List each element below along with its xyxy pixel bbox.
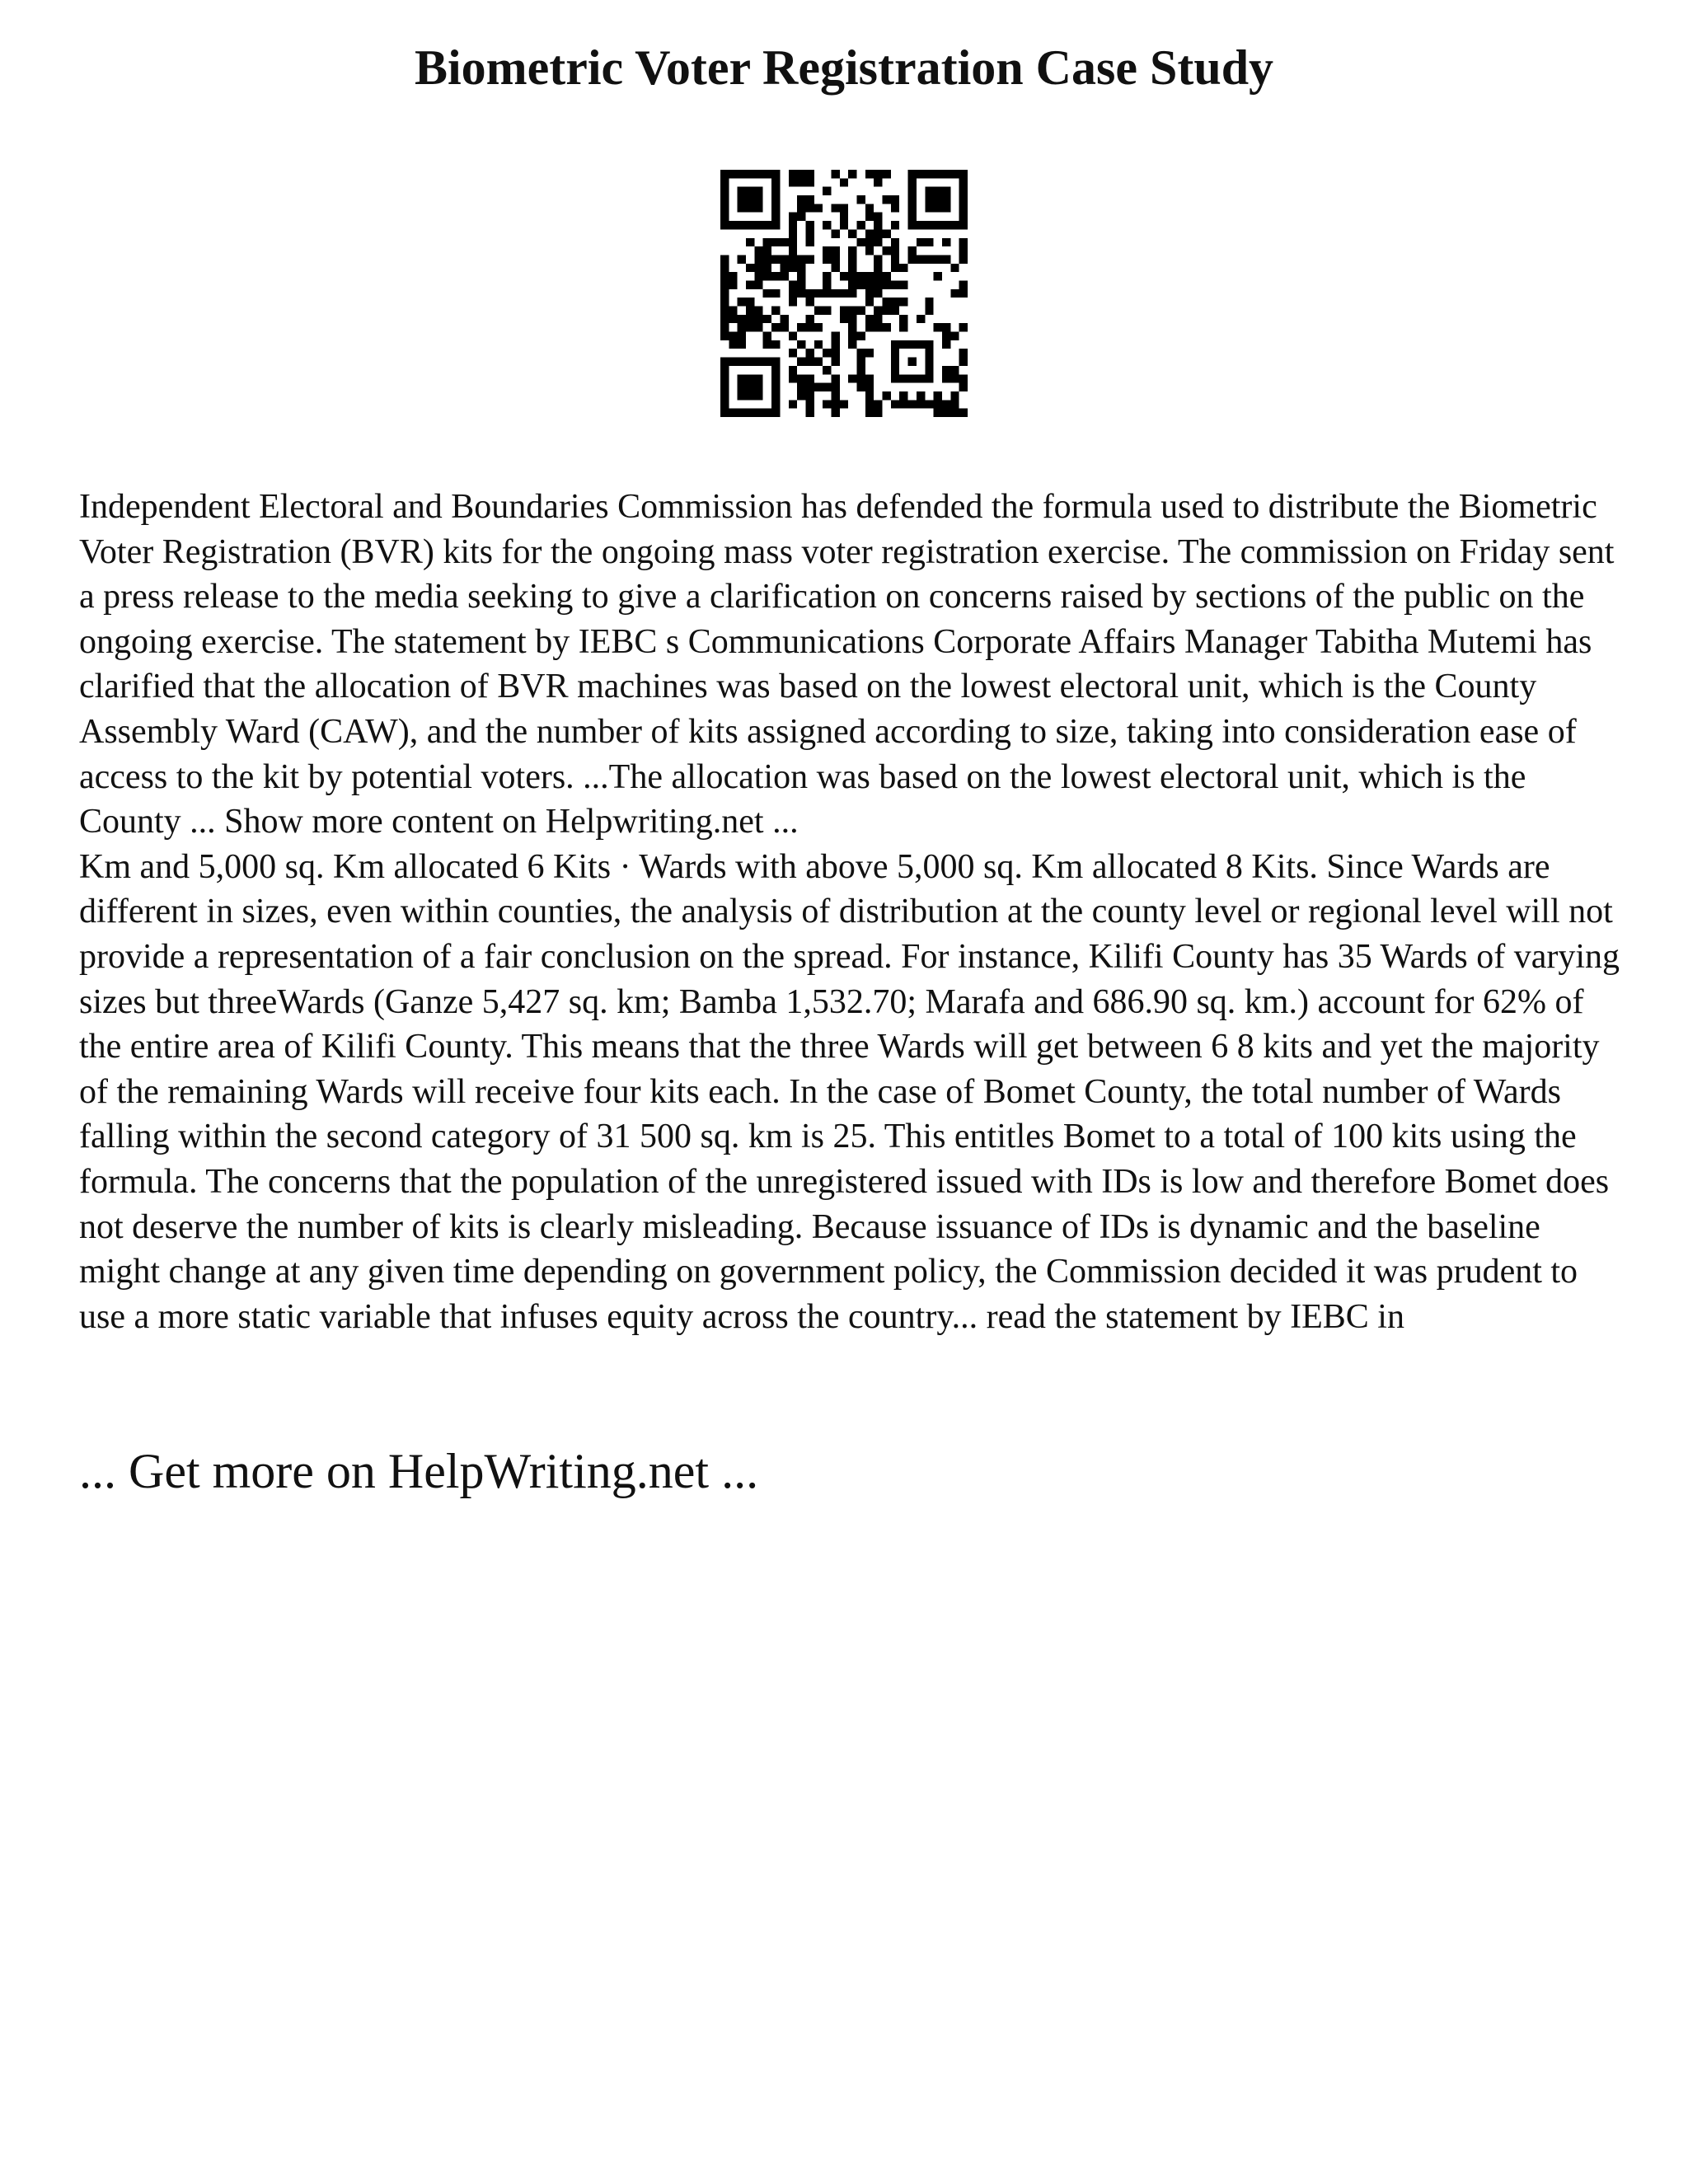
get-more-link[interactable]: ... Get more on HelpWriting.net ... [79,1444,759,1498]
paragraph-allocation: Km and 5,000 sq. Km allocated 6 Kits · Wards with above 5,000 sq. Km allocated 8 Kits. Since Wards are different in sizes, even within counties, the analysis of distribution at the county level or regional level will not provide a representation of a fair conclusion on the spread. For instance, Kilifi County has 35 Wards of varying sizes but threeWards (Ganze 5,427 sq. km; Bamba 1,532.70; Marafa and 686.90 sq. km.) account for 62% of the entire area of Kilifi County. This means that the three Wards will get between 6 8 kits and yet the majority of the remaining Wards will receive four kits each. In the case of Bomet County, the total number of Wards falling within the second category of 31 500 sq. km is 25. This entitles Bomet to a total of 100 kits using the formula. The concerns that the population of the unregistered issued with IDs is low and therefore Bomet does not deserve the number of kits is clearly misleading. Because issuance of IDs is dynamic and the baseline might change at any given time depending on government policy, the Commission decided it was prudent to use a more static variable that infuses equity across the country... read the statement by IEBC in [79,847,1620,1336]
article-body [79,485,1629,1339]
document-title: Biometric Voter Registration Case Study [414,40,1274,95]
paragraph-intro: Independent Electoral and Boundaries Commission has defended the formula used to distribute the Biometric Voter Registration (BVR) kits for the ongoing mass voter registration exercise. The commission on Friday sent a press release to the media seeking to give a clarification on concerns raised by sections of the public on the ongoing exercise. The statement by IEBC s Communications Corporate Affairs Manager Tabitha Mutemi has clarified that the allocation of BVR machines was based on the lowest electoral unit, which is the County Assembly Ward (CAW), and the number of kits assigned according to size, taking into consideration ease of access to the kit by potential voters. ...The allocation was based on the lowest electoral unit, which is the County ... Show more content on Helpwriting.net ... [79,488,1615,841]
qr-code-icon [720,170,968,417]
